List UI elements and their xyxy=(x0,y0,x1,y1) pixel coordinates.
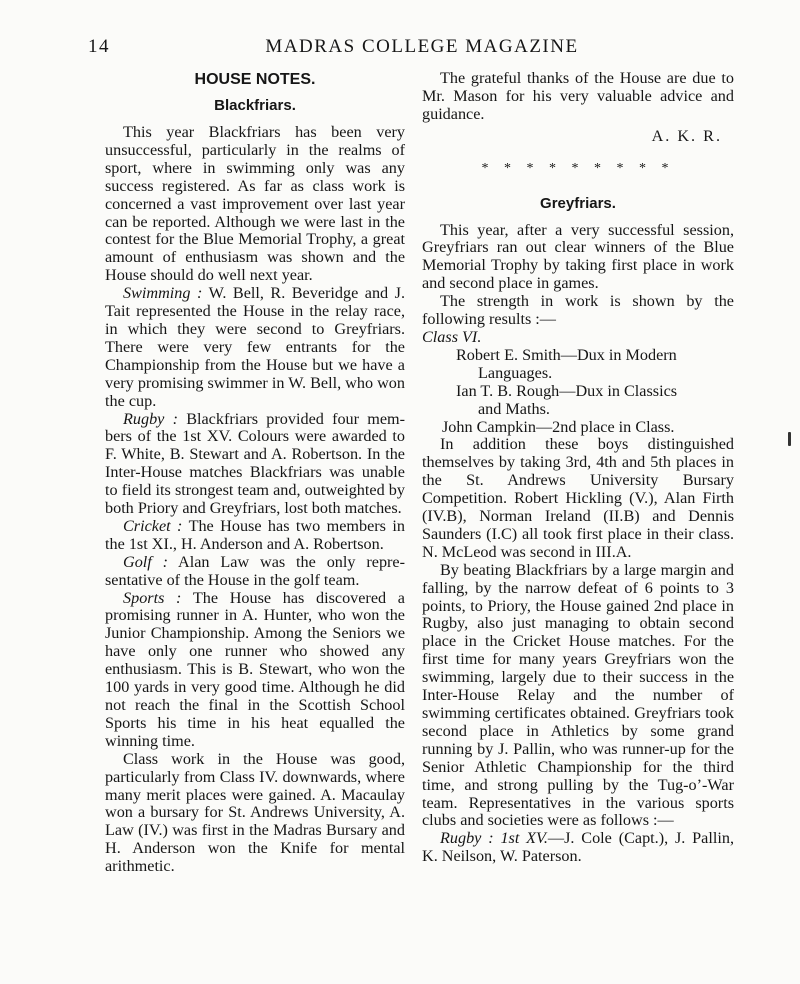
result-line: Languages. xyxy=(478,363,553,382)
sports-label: Sports : xyxy=(123,588,182,607)
blackfriars-intro: This year Blackfriars has been very unsuccessful, particularly in the realms of sport, where in swimming only was any success registered. As far as class work is concerned a vast improvement over last year can be reported. Although we were last in the contest for the Blue Memorial Trophy, a great amount of enthusiasm was shown and the House should do well next year. xyxy=(105,123,405,285)
result-line: Robert E. Smith—Dux in Modern xyxy=(456,345,677,364)
golf-text: Alan Law was the only representative of the House in the golf team. xyxy=(105,552,405,589)
page-header xyxy=(88,36,756,60)
scan-mark xyxy=(788,432,791,446)
page-number: 14 xyxy=(88,36,110,57)
greyfriars-heading: Greyfriars. xyxy=(540,194,616,212)
result-item: John Campkin—2nd place in Class. xyxy=(442,417,675,436)
sports-text: The House has discovered a promising runner in A. Hunter, who won the Junior Championship. Among the Seniors we have only one runner who showed any enthusiasm. This is B. Stewart, who won the 100 yards in very good time. Although he did not reach the final in the Scottish School Sports his time in his heat equalled the winning time. xyxy=(105,588,405,750)
class-label: Class VI. xyxy=(422,327,482,346)
right-column xyxy=(422,70,734,866)
cricket-label: Cricket : xyxy=(123,516,183,535)
swimming-label: Swimming : xyxy=(123,284,203,303)
section-separator: * * * * * * * * * xyxy=(481,160,675,176)
result-item xyxy=(456,383,734,419)
rugby-label: Rugby : xyxy=(123,409,178,428)
result-line: and Maths. xyxy=(478,399,550,418)
rugby-team: 1st XV. xyxy=(500,829,548,848)
rugby-text: Blackfriars provided four members of the 1st XV. Colours were awarded to F. White, B. Stewart and A. Robertson. In the Inter-House matches Blackfriars was unable to field its strongest team and, outweighted by both Priory and Greyfriars, lost both matches. xyxy=(105,409,406,518)
result-line: Ian T. B. Rough—Dux in Classics xyxy=(456,381,678,400)
golf-label: Golf : xyxy=(123,552,169,571)
blackfriars-rugby xyxy=(105,411,405,518)
rugby-team-text: —J. Cole (Capt.), J. Pallin, K. Neilson, W. Paterson. xyxy=(422,829,734,866)
blackfriars-signature: A. K. R. xyxy=(651,126,722,145)
blackfriars-sports xyxy=(105,590,405,751)
result-item xyxy=(456,347,734,383)
cricket-text: The House has two members in the 1st XI., H. Anderson and A. Robertson. xyxy=(105,516,405,553)
section-title: HOUSE NOTES. xyxy=(194,71,316,88)
running-title: MADRAS COLLEGE MAGAZINE xyxy=(265,36,579,57)
greyfriars-rugby xyxy=(422,830,734,866)
blackfriars-golf xyxy=(105,554,405,590)
left-column xyxy=(105,70,405,876)
greyfriars-strength: The strength in work is shown by the following results :— xyxy=(422,292,734,329)
blackfriars-thanks: The grateful thanks of the House are due to Mr. Mason for his very valuable advice and guidance. xyxy=(422,69,734,123)
greyfriars-intro: This year, after a very successful session, Greyfriars ran out clear winners of the Blue Memorial Trophy by taking first place in work and second place in games. xyxy=(422,220,734,293)
blackfriars-heading: Blackfriars. xyxy=(214,97,296,114)
greyfriars-beating: By beating Blackfriars by a large margin and falling, by the narrow defeat of 6 points to 3 points, to Priory, the House gained 2nd place in Rugby, also just managing to obtain second place in the Cricket House matches. For the first time for many years Greyfriars won the swimming, largely due to their success in the Inter-House Relay and the number of swimming certificates obtained. Greyfriars took second place in Athletics by some grand running by J. Pallin, who was runner-up for the Senior Athletic Championship for the third time, and strong pulling by the Tug-o’-War team. Representatives in the various sports clubs and societies were as follows :— xyxy=(422,560,734,830)
blackfriars-cricket xyxy=(105,518,405,554)
greyfriars-addition: In addition these boys distinguished themselves by taking 3rd, 4th and 5th places in the St. Andrews University Bursary Competition. Robert Hickling (V.), Alan Firth (IV.B), Norman Ireland (II.B) and Dennis Saunders (I.C) all took first place in their class. N. McLeod was second in III.A. xyxy=(422,435,734,561)
blackfriars-classwork: Class work in the House was good, particularly from Class IV. downwards, where many merit places were gained. A. Macaulay won a bursary for St. Andrews University, A. Law (IV.) was first in the Madras Bursary and H. Anderson won the Knife for mental arithmetic. xyxy=(105,749,405,876)
blackfriars-swimming xyxy=(105,285,405,410)
swimming-text: W. Bell, R. Beveridge and J. Tait represented the House in the relay race, in which they were second to Greyfriars. There were very few entrants for the Championship from the House but we have a very promising swimmer in W. Bell, who won the cup. xyxy=(105,284,405,410)
rugby-label: Rugby : xyxy=(440,829,494,848)
